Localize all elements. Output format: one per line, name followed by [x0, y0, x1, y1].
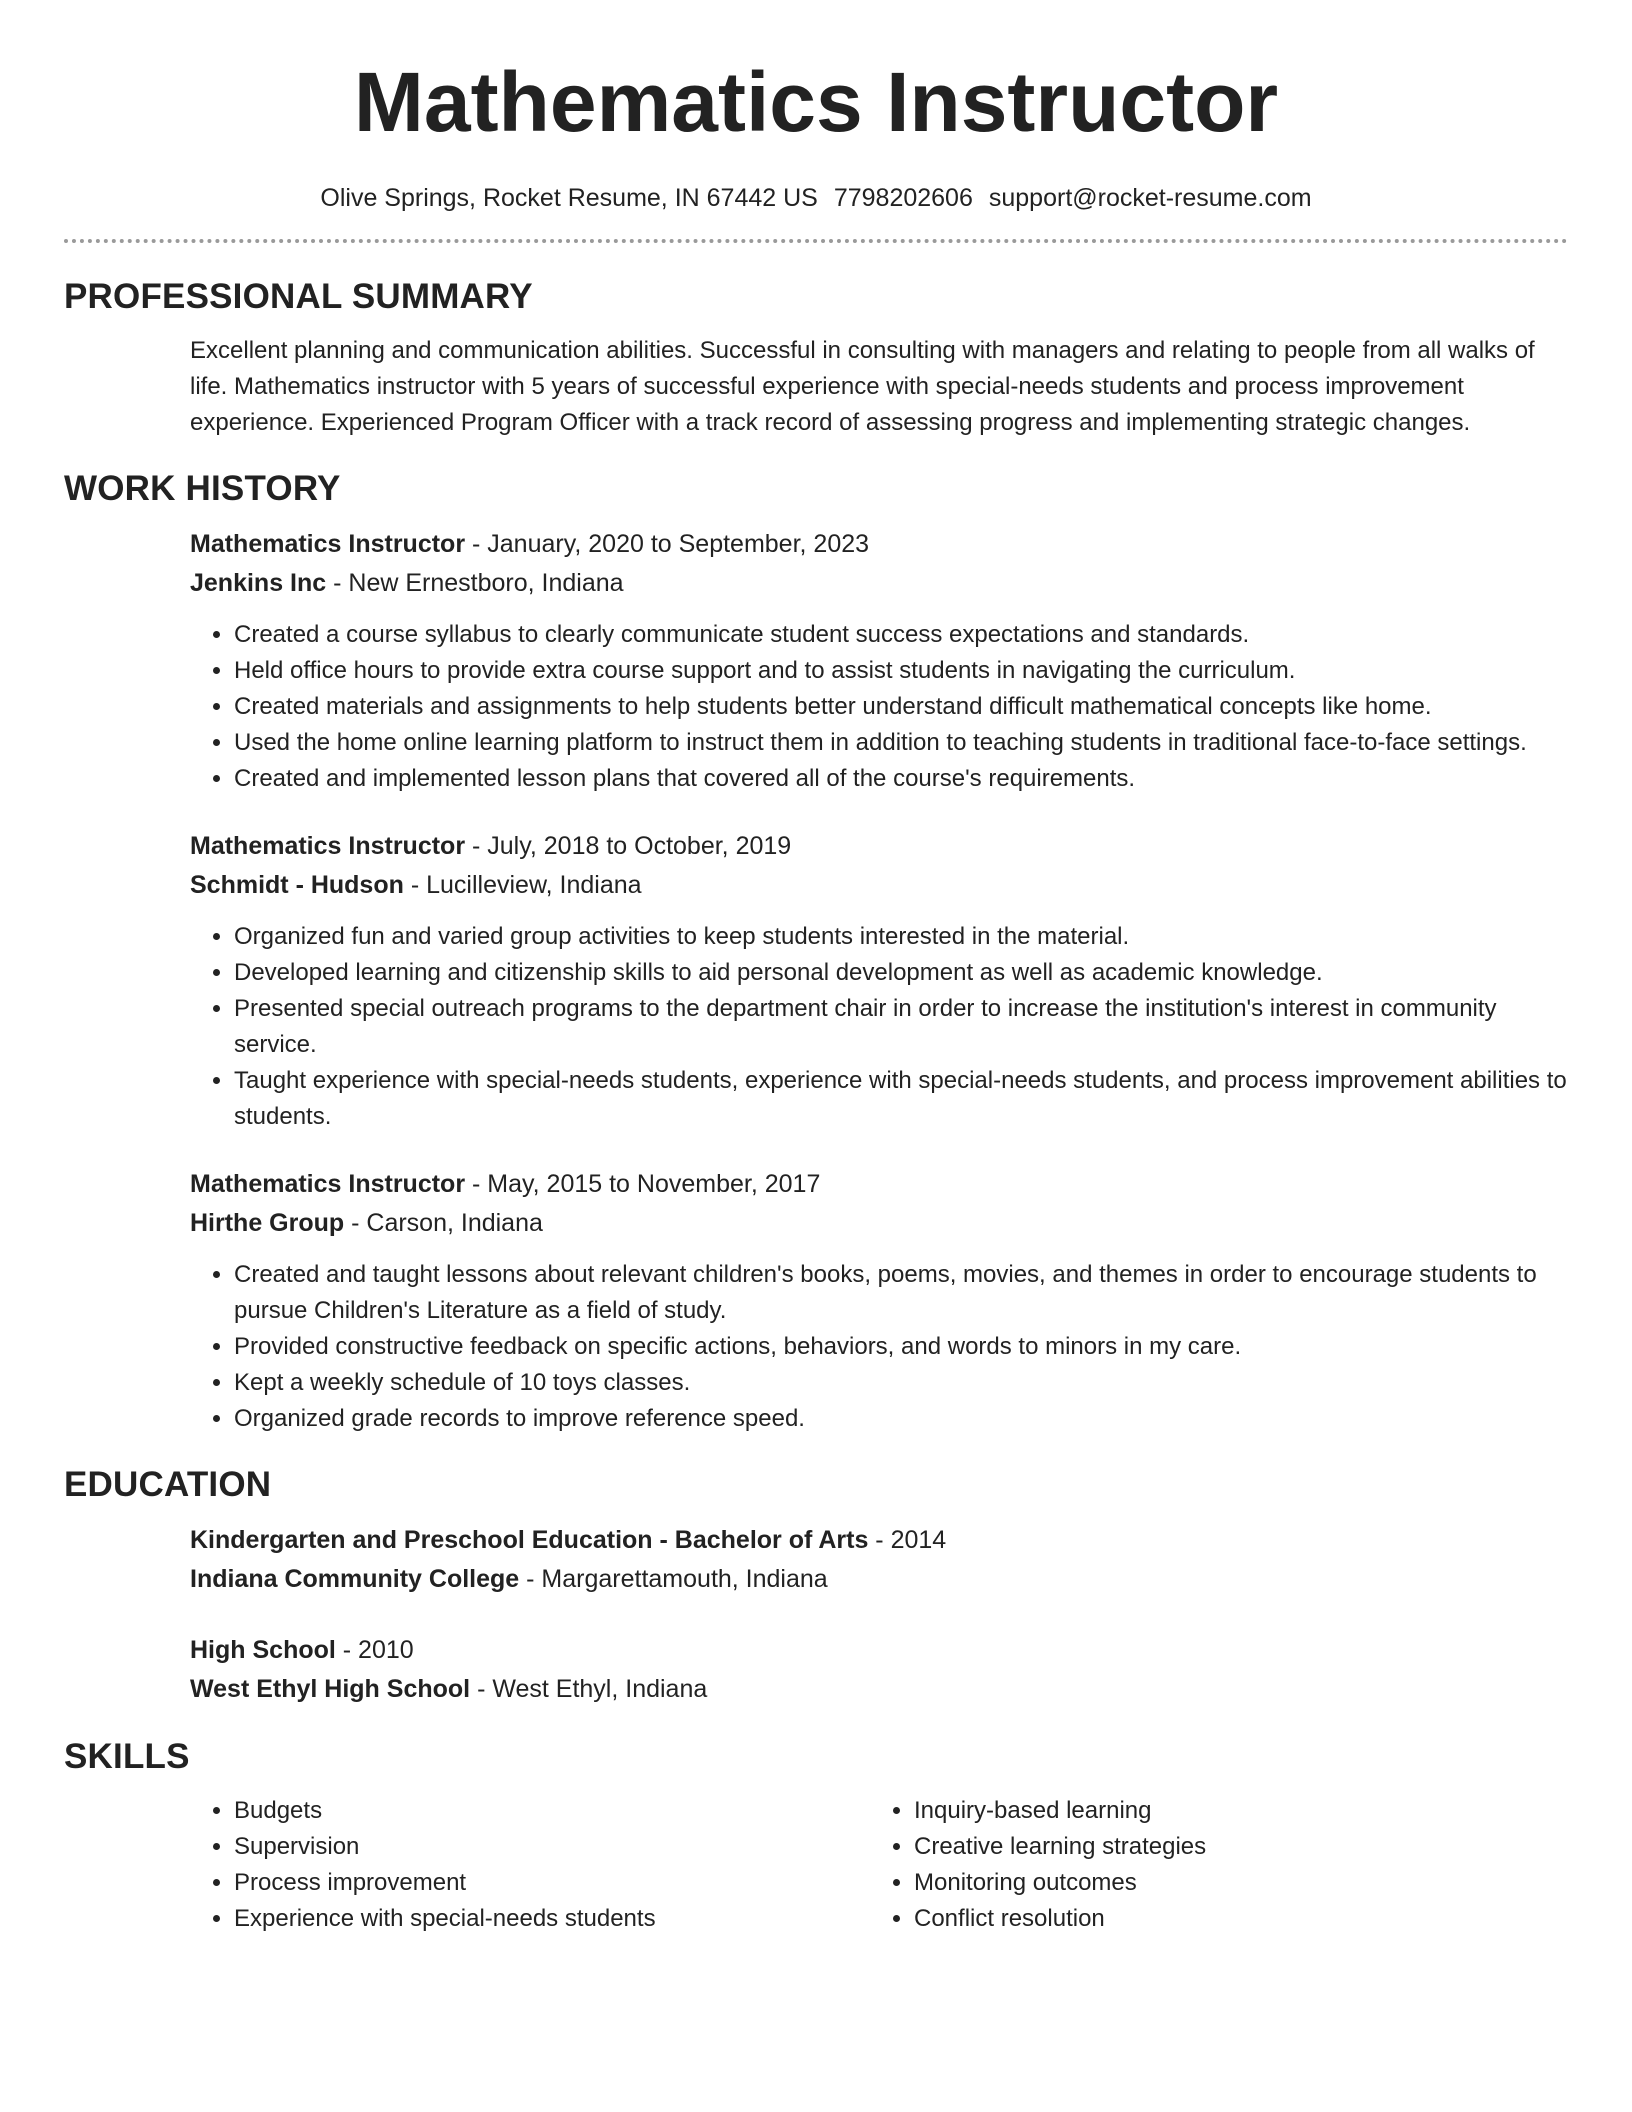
contact-email: support@rocket-resume.com: [988, 184, 1312, 213]
job-company-line: [190, 564, 1568, 603]
skills-body: [64, 1793, 1568, 1937]
skill-item: • Conflict resolution: [914, 1901, 1550, 1937]
job-role: Mathematics Instructor: [190, 832, 466, 861]
job-role-line: [190, 827, 1568, 866]
job-location: - Carson, Indiana: [344, 1209, 543, 1238]
job-company: Schmidt - Hudson: [190, 871, 404, 900]
list-item: • Kept a weekly schedule of 10 toys classes.: [234, 1365, 1568, 1401]
education-degree: High School: [190, 1636, 336, 1665]
job-company: Hirthe Group: [190, 1209, 345, 1238]
education-degree-line: [190, 1521, 1568, 1560]
job-bullets: [190, 1257, 1568, 1437]
education-school: Indiana Community College: [190, 1565, 520, 1594]
section-work-history: [64, 469, 1568, 1437]
job-location: - Lucilleview, Indiana: [403, 871, 642, 900]
list-item: • Held office hours to provide extra course support and to assist students in navigating the curriculum.: [234, 653, 1568, 689]
education-entry: [190, 1631, 1568, 1709]
list-item: • Presented special outreach programs to the department chair in order to increase the institution's interest in community service.: [234, 991, 1568, 1063]
skill-item: • Process improvement: [234, 1865, 870, 1901]
education-school-line: [190, 1560, 1568, 1599]
job-bullets: [190, 919, 1568, 1135]
job-company: Jenkins Inc: [190, 569, 327, 598]
list-item: • Organized fun and varied group activities to keep students interested in the material.: [234, 919, 1568, 955]
work-body: [64, 525, 1568, 1437]
section-title-summary: PROFESSIONAL SUMMARY: [64, 277, 533, 317]
section-skills: [64, 1737, 1568, 1937]
education-entry: [190, 1521, 1568, 1599]
contact-address: Olive Springs, Rocket Resume, IN 67442 US: [320, 184, 818, 213]
skill-item: • Supervision: [234, 1829, 870, 1865]
skill-item: • Budgets: [234, 1793, 870, 1829]
resume-header: [64, 0, 1568, 213]
list-item: • Created and implemented lesson plans that covered all of the course's requirements.: [234, 761, 1568, 797]
education-degree-line: [190, 1631, 1568, 1670]
job-entry: [190, 525, 1568, 797]
skills-list-right: [870, 1793, 1550, 1937]
list-item: • Taught experience with special-needs students, experience with special-needs students, and process improvement abilities to students.: [234, 1063, 1568, 1135]
list-item: • Created and taught lessons about relevant children's books, poems, movies, and themes in order to encourage students to pursue Children's Literature as a field of study.: [234, 1257, 1568, 1329]
skills-list-left: [190, 1793, 870, 1937]
education-location: - Margarettamouth, Indiana: [519, 1565, 828, 1594]
job-role-line: [190, 525, 1568, 564]
list-item: • Created a course syllabus to clearly communicate student success expectations and standards.: [234, 617, 1568, 653]
education-body: [64, 1521, 1568, 1709]
education-school-line: [190, 1670, 1568, 1709]
education-location: - West Ethyl, Indiana: [470, 1675, 708, 1704]
list-item: • Organized grade records to improve reference speed.: [234, 1401, 1568, 1437]
job-bullets: [190, 617, 1568, 797]
skill-item: • Monitoring outcomes: [914, 1865, 1550, 1901]
education-year: - 2014: [868, 1526, 947, 1555]
job-dates: - January, 2020 to September, 2023: [465, 530, 870, 559]
summary-body: [64, 333, 1568, 441]
candidate-name: Mathematics Instructor: [353, 55, 1279, 149]
section-title-skills: SKILLS: [64, 1737, 190, 1777]
skill-item: • Creative learning strategies: [914, 1829, 1550, 1865]
contact-phone: 7798202606: [833, 184, 973, 213]
job-role: Mathematics Instructor: [190, 1170, 466, 1199]
skill-item: • Experience with special-needs students: [234, 1901, 870, 1937]
skill-item: • Inquiry-based learning: [914, 1793, 1550, 1829]
list-item: • Provided constructive feedback on specific actions, behaviors, and words to minors in my care.: [234, 1329, 1568, 1365]
section-summary: [64, 277, 1568, 441]
job-role-line: [190, 1165, 1568, 1204]
job-role: Mathematics Instructor: [190, 530, 466, 559]
section-title-work: WORK HISTORY: [64, 469, 341, 509]
header-divider: [64, 239, 1568, 243]
education-degree: Kindergarten and Preschool Education - Bachelor of Arts: [190, 1526, 869, 1555]
summary-text: Excellent planning and communication abilities. Successful in consulting with managers and relating to people from all walks of life. Mathematics instructor with 5 years of successful experience with special-needs students and process improvement experience. Experienced Program Officer with a track record of assessing progress and implementing strategic changes.: [190, 337, 1535, 437]
job-dates: - July, 2018 to October, 2019: [465, 832, 792, 861]
job-entry: [190, 827, 1568, 1135]
section-education: [64, 1465, 1568, 1709]
list-item: • Created materials and assignments to help students better understand difficult mathematical concepts like home.: [234, 689, 1568, 725]
list-item: • Used the home online learning platform to instruct them in addition to teaching students in traditional face-to-face settings.: [234, 725, 1568, 761]
section-title-education: EDUCATION: [64, 1465, 272, 1505]
job-company-line: [190, 1204, 1568, 1243]
job-dates: - May, 2015 to November, 2017: [465, 1170, 821, 1199]
job-location: - New Ernestboro, Indiana: [326, 569, 624, 598]
education-school: West Ethyl High School: [190, 1675, 471, 1704]
job-company-line: [190, 866, 1568, 905]
education-year: - 2010: [335, 1636, 414, 1665]
contact-line: [64, 184, 1568, 213]
job-entry: [190, 1165, 1568, 1437]
list-item: • Developed learning and citizenship skills to aid personal development as well as academic knowledge.: [234, 955, 1568, 991]
